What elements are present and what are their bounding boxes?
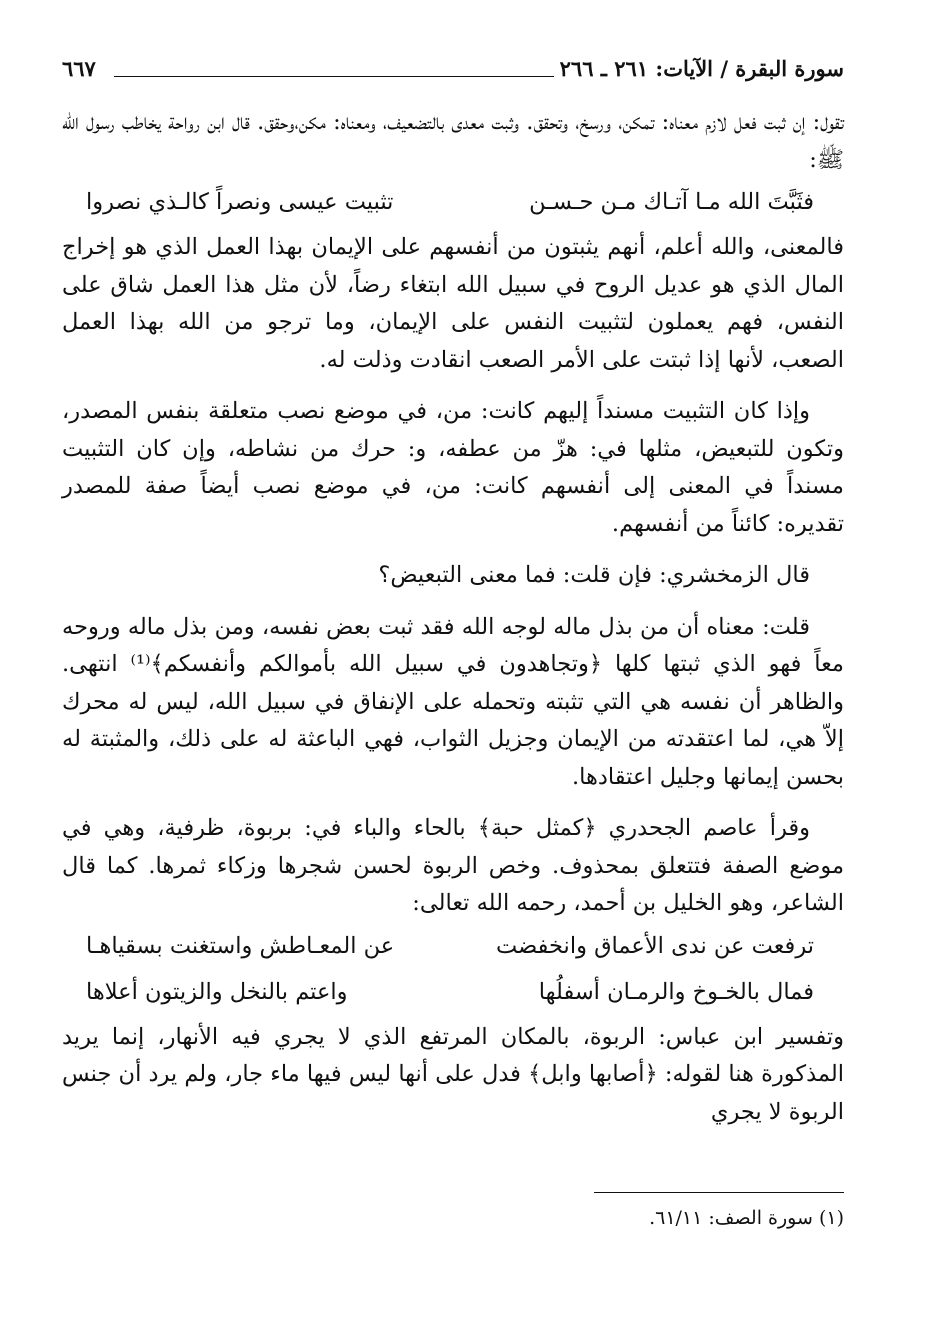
verse-3-first-hemistich: فمال بالخـوخ والرمـان أسفلُها: [538, 978, 814, 1005]
verse-3-second-hemistich: واعتم بالنخل والزيتون أعلاها: [86, 978, 348, 1005]
paragraph-1: تقول: إن ثبت فعل لازم معناه: تمكن، ورسخ، وتحقق. وثبت معدى بالتضعيف، ومعناه: مكن،وحقق. قال ابن رواحة يخاطب رسول الله ﷺ:: [62, 109, 844, 173]
paragraph-4: قال الزمخشري: فإن قلت: فما معنى التبعيض؟: [378, 562, 810, 588]
paragraph-6: وقرأ عاصم الجحدري ﴿كمثل حبة﴾ بالحاء والباء في: بربوة، ظرفية، وهي في موضع الصفة فتتعلق بمحذوف. وخص الربوة لحسن شجرها وزكاء ثمرها. كما قال الشاعر، وهو الخليل بن أحمد، رحمه الله تعالى:: [62, 815, 844, 916]
verse-line-2: [86, 927, 814, 965]
page-number: ٦٦٧: [62, 56, 96, 81]
verse-1-first-hemistich: فثَبَّتَ الله مـا آتـاك مـن حـسـن: [529, 189, 814, 215]
footnote-rule: [594, 1192, 844, 1193]
verse-line-1: [86, 183, 814, 221]
verse-line-3: [86, 973, 814, 1011]
verse-1-second-hemistich: تثبيت عيسى ونصراً كالـذي نصروا: [86, 189, 394, 215]
header-rule: [114, 76, 574, 77]
paragraph-2: فالمعنى، والله أعلم، أنهم يثبتون من أنفسهم على الإيمان بهذا العمل الذي هو إخراج المال الذي هو عديل الروح في سبيل الله ابتغاء رضاً، لأن مثل هذا العمل شاق على النفس، فهم يعملون لتثبيت النفس على الإيمان، وما ترجو من الله بهذا العمل الصعب، لأنها إذا ثبتت على الأمر الصعب انقادت وذلت له.: [62, 234, 844, 373]
footnote: (١) سورة الصف: ٦١/١١.: [649, 1207, 844, 1229]
header-title: سورة البقرة / الآيات: ٢٦١ ـ ٢٦٦: [554, 56, 844, 81]
main-text: [62, 104, 844, 1131]
verse-2-first-hemistich: ترفعت عن ندى الأعماق وانخفضت: [496, 932, 814, 959]
verse-2-second-hemistich: عن المعـاطش واستغنت بسقياهـا: [86, 932, 395, 959]
paragraph-7: وتفسير ابن عباس: الربوة، بالمكان المرتفع الذي لا يجري فيه الأنهار، إنما يريد المذكورة هنا لقوله: ﴿أصابها وابل﴾ فدل على أنها ليس فيها ماء جار، ولم يرد أن جنس الربوة لا يجري: [62, 1023, 844, 1125]
paragraph-3: وإذا كان التثبيت مسنداً إليهم كانت: من، في موضع نصب متعلقة بنفس المصدر، وتكون للتبعيض، مثلها في: هزّ من عطفه، و: حرك من نشاطه، وإن كان التثبيت مسنداً في المعنى إلى أنفسهم كانت: من، في موضع نصب أيضاً صفة للمصدر تقديره: كائناً من أنفسهم.: [62, 398, 844, 537]
paragraph-5: قلت: معناه أن من بذل ماله لوجه الله فقد ثبت بعض نفسه، ومن بذل ماله وروحه معاً فهو الذي ثبتها كلها ﴿وتجاهدون في سبيل الله بأموالكم وأنفسكم﴾⁽¹⁾ انتهى. والظاهر أن نفسه هي التي تثبته وتحمله على الإنفاق في سبيل الله، ليس له محرك إلاّ هي، لما اعتقدته من الإيمان وجزيل الثواب، فهي الباعثة له على ذلك، والمثبتة له بحسن إيمانها وجليل اعتقادها.: [62, 613, 844, 790]
running-header: [62, 56, 844, 88]
